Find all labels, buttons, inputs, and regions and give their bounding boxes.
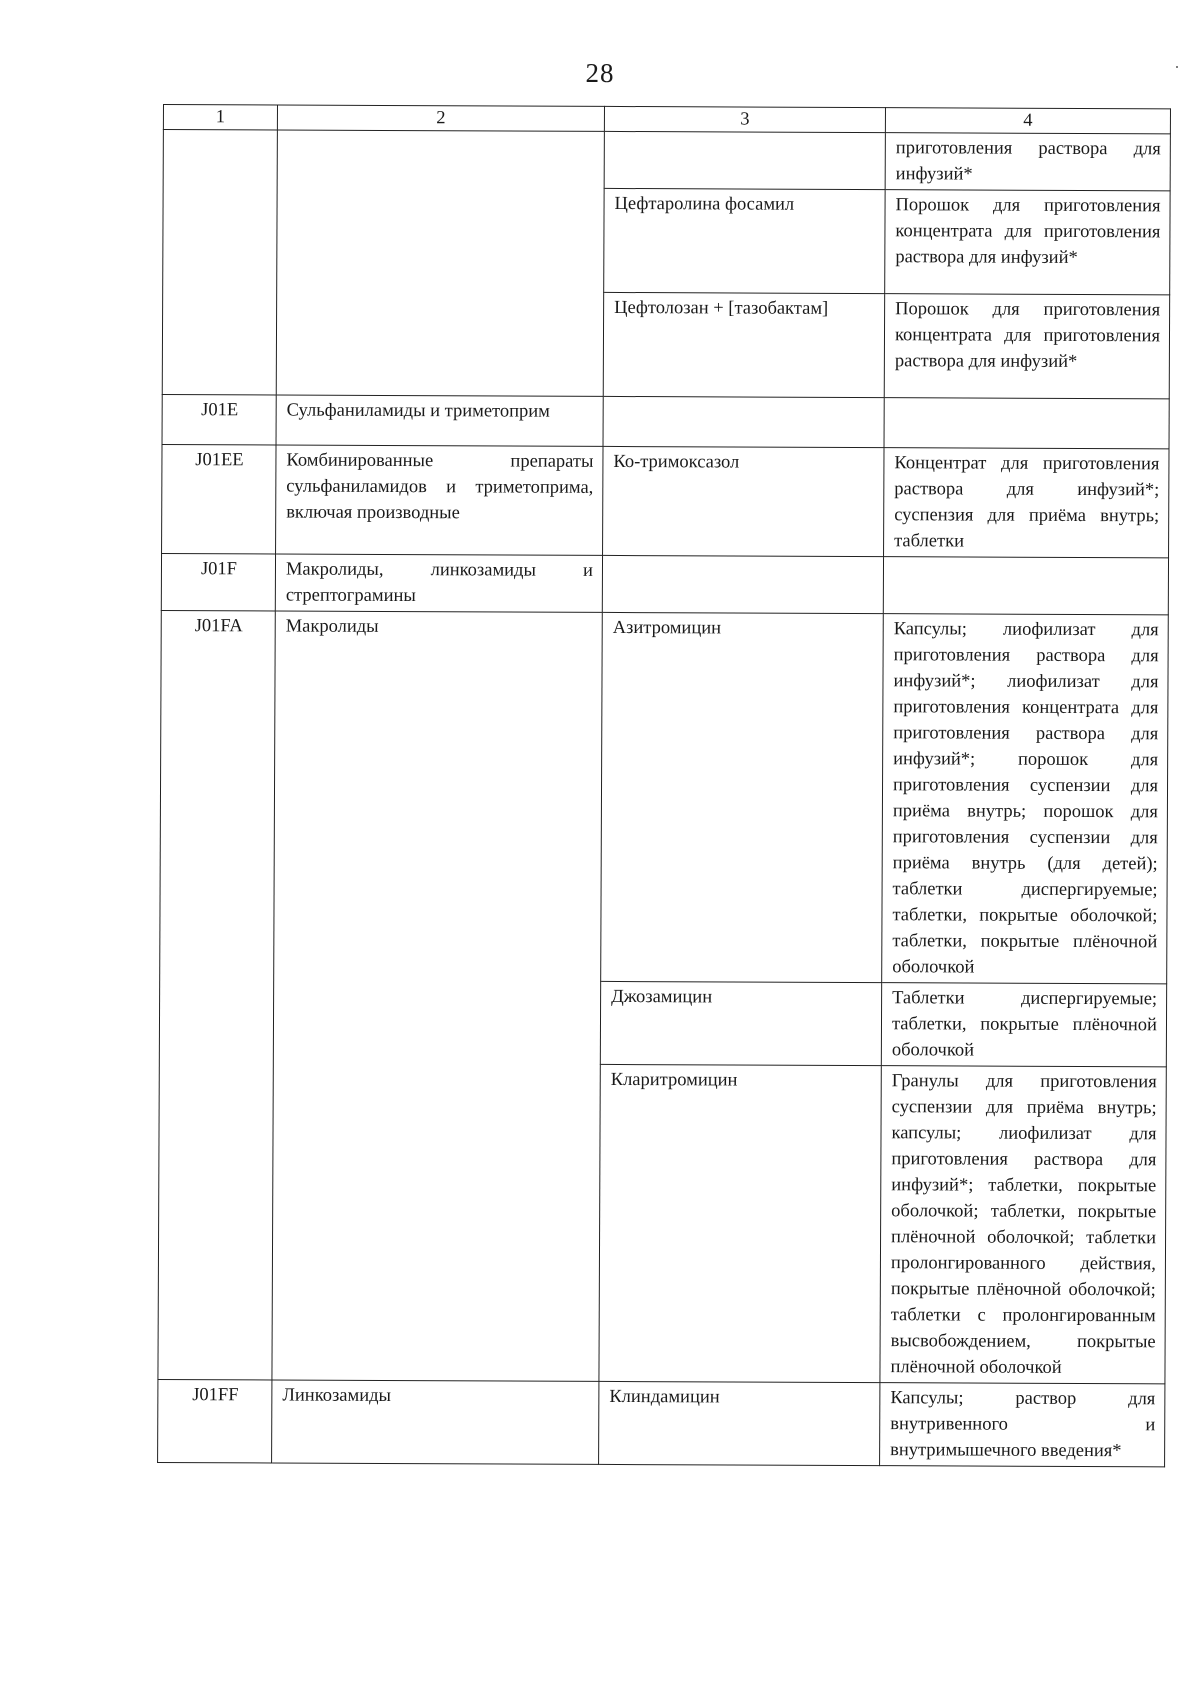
drug-registry-table bbox=[157, 104, 1171, 1467]
drug-cell: Цефтаролина фосамил bbox=[604, 188, 885, 293]
table-row bbox=[162, 444, 1169, 557]
dosage-form-cell: Капсулы; раствор для внутривенного и внутримышечного введения* bbox=[880, 1383, 1165, 1467]
drug-cell: Азитромицин bbox=[601, 612, 884, 982]
drug-cell bbox=[604, 131, 885, 189]
page-number: 28 bbox=[585, 58, 615, 88]
table-row bbox=[161, 553, 1168, 614]
dosage-form-cell: приготовления раствора для инфузий* bbox=[885, 133, 1170, 191]
group-cell: Линкозамиды bbox=[272, 1380, 599, 1464]
drug-cell bbox=[602, 555, 883, 613]
table-row bbox=[158, 1379, 1165, 1466]
group-cell: Комбинированные препараты сульфаниламидов и триметоприма, включая производные bbox=[276, 445, 603, 555]
table-row bbox=[162, 394, 1169, 448]
dosage-form-cell bbox=[884, 398, 1169, 449]
group-cell bbox=[276, 130, 604, 396]
group-cell: Сульфаниламиды и триметоприм bbox=[276, 395, 603, 446]
drug-cell: Кларитромицин bbox=[599, 1064, 881, 1382]
dosage-form-cell: Порошок для приготовления концентрата для приготовления раствора для инфузий* bbox=[884, 294, 1169, 399]
dosage-form-cell: Капсулы; лиофилизат для приготовления раствора для инфузий*; лиофилизат для приготовления концентрата для приготовления раствора для инфузий*; порошок для приготовления суспензии для приёма внутрь; порошок для приготовления суспензии для приёма внутрь (для детей); таблетки диспергируемые; таблетки, покрытые оболочкой; таблетки, покрытые плёночной оболочкой bbox=[882, 614, 1169, 984]
code-cell bbox=[162, 130, 277, 395]
code-cell: J01E bbox=[162, 394, 276, 444]
drug-cell: Джозамицин bbox=[600, 981, 881, 1065]
header-col-4: 4 bbox=[885, 108, 1170, 134]
header-col-3: 3 bbox=[604, 106, 885, 132]
dosage-form-cell bbox=[883, 557, 1168, 615]
table-row bbox=[163, 130, 1170, 191]
scan-speck bbox=[1176, 66, 1178, 68]
dosage-form-cell: Концентрат для приготовления раствора для инфузий*; суспензия для приёма внутрь; таблетки bbox=[884, 448, 1169, 558]
header-col-1: 1 bbox=[163, 105, 277, 130]
code-cell: J01F bbox=[161, 553, 275, 610]
drug-cell: Цефтолозан + [тазобактам] bbox=[603, 292, 884, 397]
dosage-form-cell: Гранулы для приготовления суспензии для приёма внутрь; капсулы; лиофилизат для приготовления раствора для инфузий*; таблетки, покрытые оболочкой; таблетки, покрытые плёночной оболочкой; таблетки пролонгированного действия, покрытые плёночной оболочкой; таблетки с пролонгированным высвобождением, покрытые плёночной оболочкой bbox=[880, 1066, 1166, 1384]
group-cell: Макролиды, линкозамиды и стрептограмины bbox=[275, 554, 602, 612]
code-cell: J01EE bbox=[162, 444, 276, 553]
code-cell: J01FA bbox=[158, 610, 275, 1379]
dosage-form-cell: Порошок для приготовления концентрата для приготовления раствора для инфузий* bbox=[885, 190, 1170, 295]
table-row bbox=[160, 610, 1169, 983]
drug-cell bbox=[603, 396, 884, 447]
code-cell: J01FF bbox=[158, 1379, 272, 1462]
drug-cell: Ко-тримоксазол bbox=[603, 446, 884, 556]
header-col-2: 2 bbox=[277, 105, 604, 131]
group-cell: Макролиды bbox=[272, 611, 602, 1381]
dosage-form-cell: Таблетки диспергируемые; таблетки, покрытые плёночной оболочкой bbox=[881, 983, 1166, 1067]
drug-cell: Клиндамицин bbox=[599, 1381, 880, 1465]
